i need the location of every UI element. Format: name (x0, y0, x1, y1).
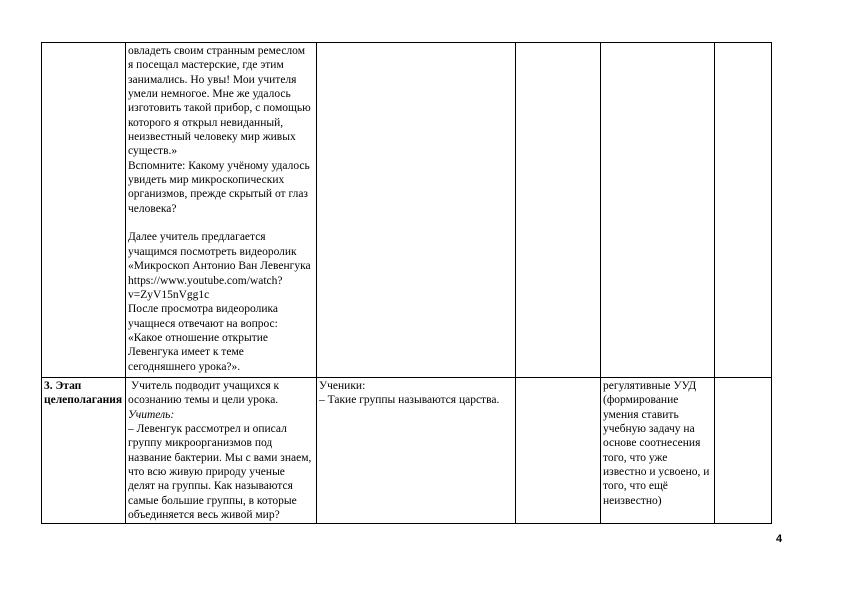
text-line: «Микроскоп Антонио Ван Левенгука (128, 260, 311, 273)
text-line: неизвестно) (603, 494, 662, 507)
text-line: которого я открыл невиданный, (128, 116, 284, 129)
teacher-activity-cell (126, 378, 317, 524)
student-activity-cell (317, 43, 516, 378)
lesson-plan-table (41, 42, 772, 524)
text-line: делят на группы. Как называются (128, 480, 293, 493)
text-line: «Какое отношение открытие (128, 331, 268, 344)
teacher-activity-cell (126, 43, 317, 378)
text-line: После просмотра видеоролика (128, 303, 279, 316)
text-line: основе соотнесения (603, 437, 701, 450)
text-line: (формирование (603, 394, 679, 407)
text-line: самые большие группы, в которые (128, 494, 297, 507)
student-activity-cell (317, 378, 516, 524)
uud-cell (601, 378, 715, 524)
text-line: Левенгука имеет к теме (128, 346, 244, 359)
stage-cell (42, 43, 126, 378)
text-line: учащнеся отвечают на вопрос: (128, 317, 278, 330)
text-line: увидеть мир микроскопических (128, 174, 285, 187)
text-line: сегодняшнего урока?». (128, 360, 241, 373)
text-line: организмов, прежде скрытый от глаз (128, 188, 308, 201)
teacher-intro: осознанию темы и цели урока. (128, 394, 279, 407)
teacher-role-label: Учитель: (128, 408, 175, 421)
text-line: овладеть своим странным ремеслом (128, 45, 305, 57)
teacher-intro: Учитель подводит учащихся к (131, 380, 280, 392)
text-line: неизвестный человеку мир живых (128, 131, 296, 144)
page-number: 4 (776, 533, 783, 545)
text-line: умели немногое. Мне же удалось (128, 88, 291, 101)
text-line: – Левенгук рассмотрел и описал (128, 423, 287, 436)
text-line: группу микроорганизмов под (128, 437, 273, 450)
text-line: название бактерии. Мы с вами знаем, (128, 451, 312, 464)
text-line: учащимся посмотреть видеоролик (128, 245, 297, 258)
text-line: изготовить такой прибор, с помощью (128, 102, 311, 115)
text-line: https://www.youtube.com/watch? (128, 274, 283, 287)
text-line: учебную задачу на (603, 423, 695, 436)
table-row (42, 378, 772, 524)
text-line: Ученики: (319, 380, 366, 392)
text-line: умения ставить (603, 408, 679, 421)
text-line: известно и усвоено, и (603, 466, 710, 479)
text-line: что всю живую природу ученые (128, 466, 285, 479)
empty-cell (516, 378, 601, 524)
text-line: человека? (128, 202, 177, 215)
empty-cell (715, 378, 772, 524)
empty-cell (516, 43, 601, 378)
text-line: – Такие группы называются царства. (319, 394, 500, 407)
text-line: Далее учитель предлагается (128, 231, 266, 244)
text-line: v=ZyV15nVgg1c (128, 288, 210, 301)
text-line: Вспомните: Какому учёному удалось (128, 159, 310, 172)
text-line (128, 216, 314, 230)
text-line: объединяется весь живой мир? (128, 509, 280, 522)
text-line: того, что уже (603, 451, 668, 464)
text-line: занимались. Но увы! Мои учителя (128, 73, 297, 86)
stage-cell (42, 378, 126, 524)
stage-title: 3. Этап (44, 380, 82, 392)
empty-cell (715, 43, 772, 378)
text-line: регулятивные УУД (603, 380, 697, 392)
stage-title: целеполагания (44, 394, 123, 407)
text-line: того, что ещё (603, 480, 668, 493)
text-line: я посещал мастерские, где этим (128, 59, 284, 72)
uud-cell (601, 43, 715, 378)
text-line: существ.» (128, 145, 178, 158)
table-row (42, 43, 772, 378)
